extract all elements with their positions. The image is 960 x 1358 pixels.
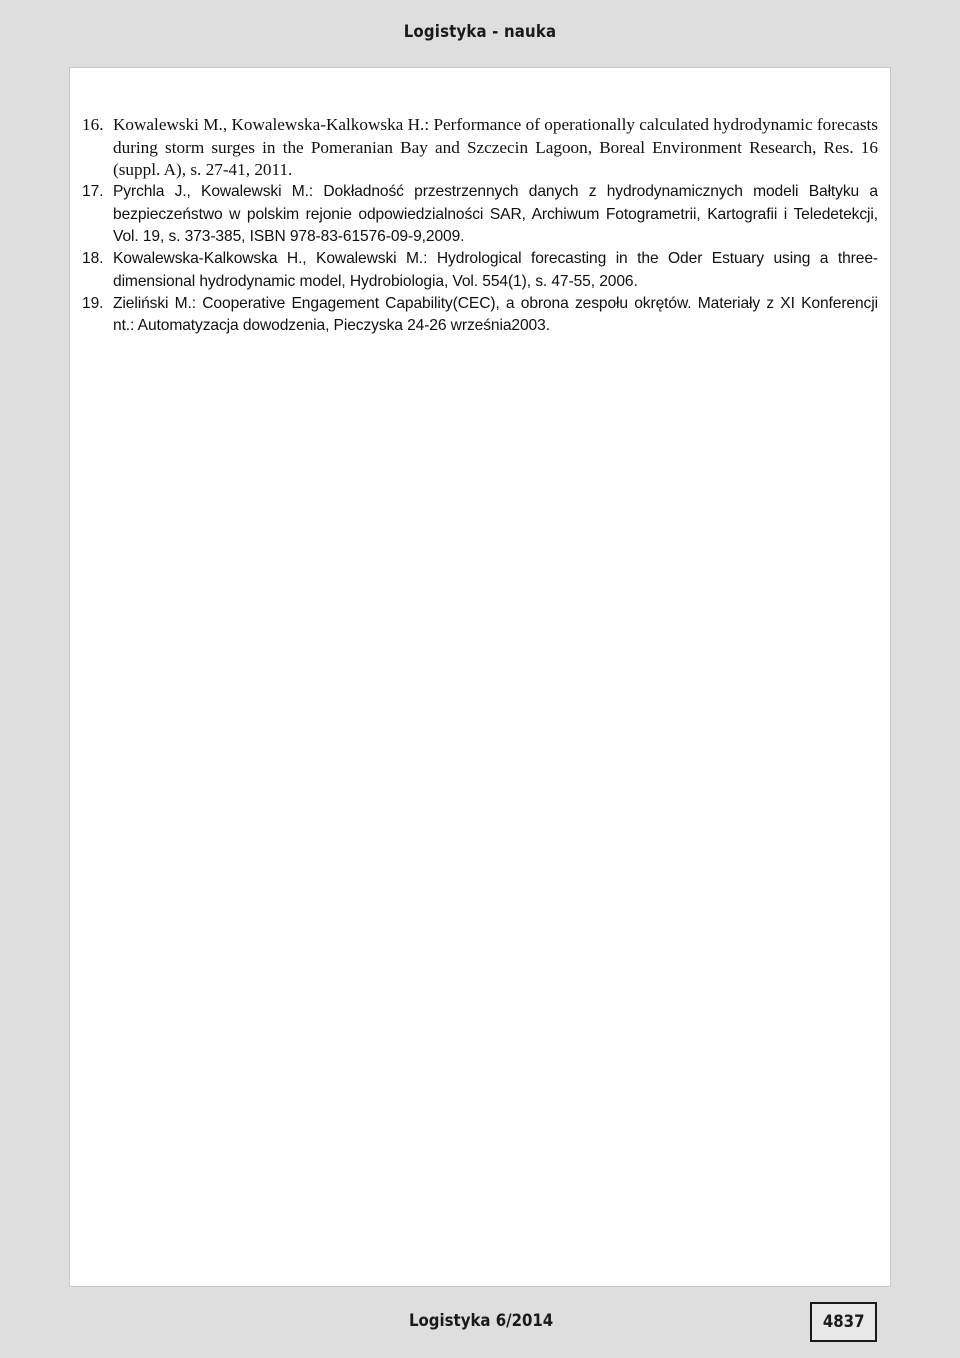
reference-text: Pyrchla J., Kowalewski M.: Dokładność przestrzennych danych z hydrodynamicznych modeli Bałtyku a bezpieczeństwo w polskim rejonie odpowiedzialności SAR, Archiwum Fotogrametrii, Kartografii i Teledetekcji, Vol. 19, s. 373-385, ISBN 978-83-61576-09-9,2009.: [113, 183, 878, 245]
journal-section-header: Logistyka - nauka: [403, 22, 557, 42]
reference-text: Kowalewski M., Kowalewska-Kalkowska H.: Performance of operationally calculated hydrodynamic forecasts during storm surges in the Pomeranian Bay and Szczecin Lagoon, Boreal Environment Research, Res. 16 (suppl. A), s. 27-41, 2011.: [113, 115, 878, 179]
reference-number: 19.: [82, 294, 104, 312]
reference-item: [82, 248, 878, 293]
reference-number: 16.: [82, 115, 104, 134]
page-number: 4837: [822, 1312, 865, 1332]
reference-number: 18.: [82, 250, 104, 267]
journal-issue-footer: Logistyka 6/2014: [409, 1311, 554, 1331]
reference-item: [82, 181, 878, 249]
reference-text: Kowalewska-Kalkowska H., Kowalewski M.: Hydrological forecasting in the Oder Estuary using a three-dimensional hydrodynamic model, Hydrobiologia, Vol. 554(1), s. 47-55, 2006.: [113, 250, 878, 290]
reference-text: Zieliński M.: Cooperative Engagement Capability(CEC), a obrona zespołu okrętów. Materiały z XI Konferencji nt.: Automatyzacja dowodzenia, Pieczyska 24-26 września2003.: [113, 294, 878, 334]
page-number-box: [810, 1302, 877, 1342]
reference-number: 17.: [82, 183, 104, 200]
reference-item: [82, 293, 878, 338]
reference-item: [82, 114, 878, 182]
reference-list: [82, 114, 878, 337]
